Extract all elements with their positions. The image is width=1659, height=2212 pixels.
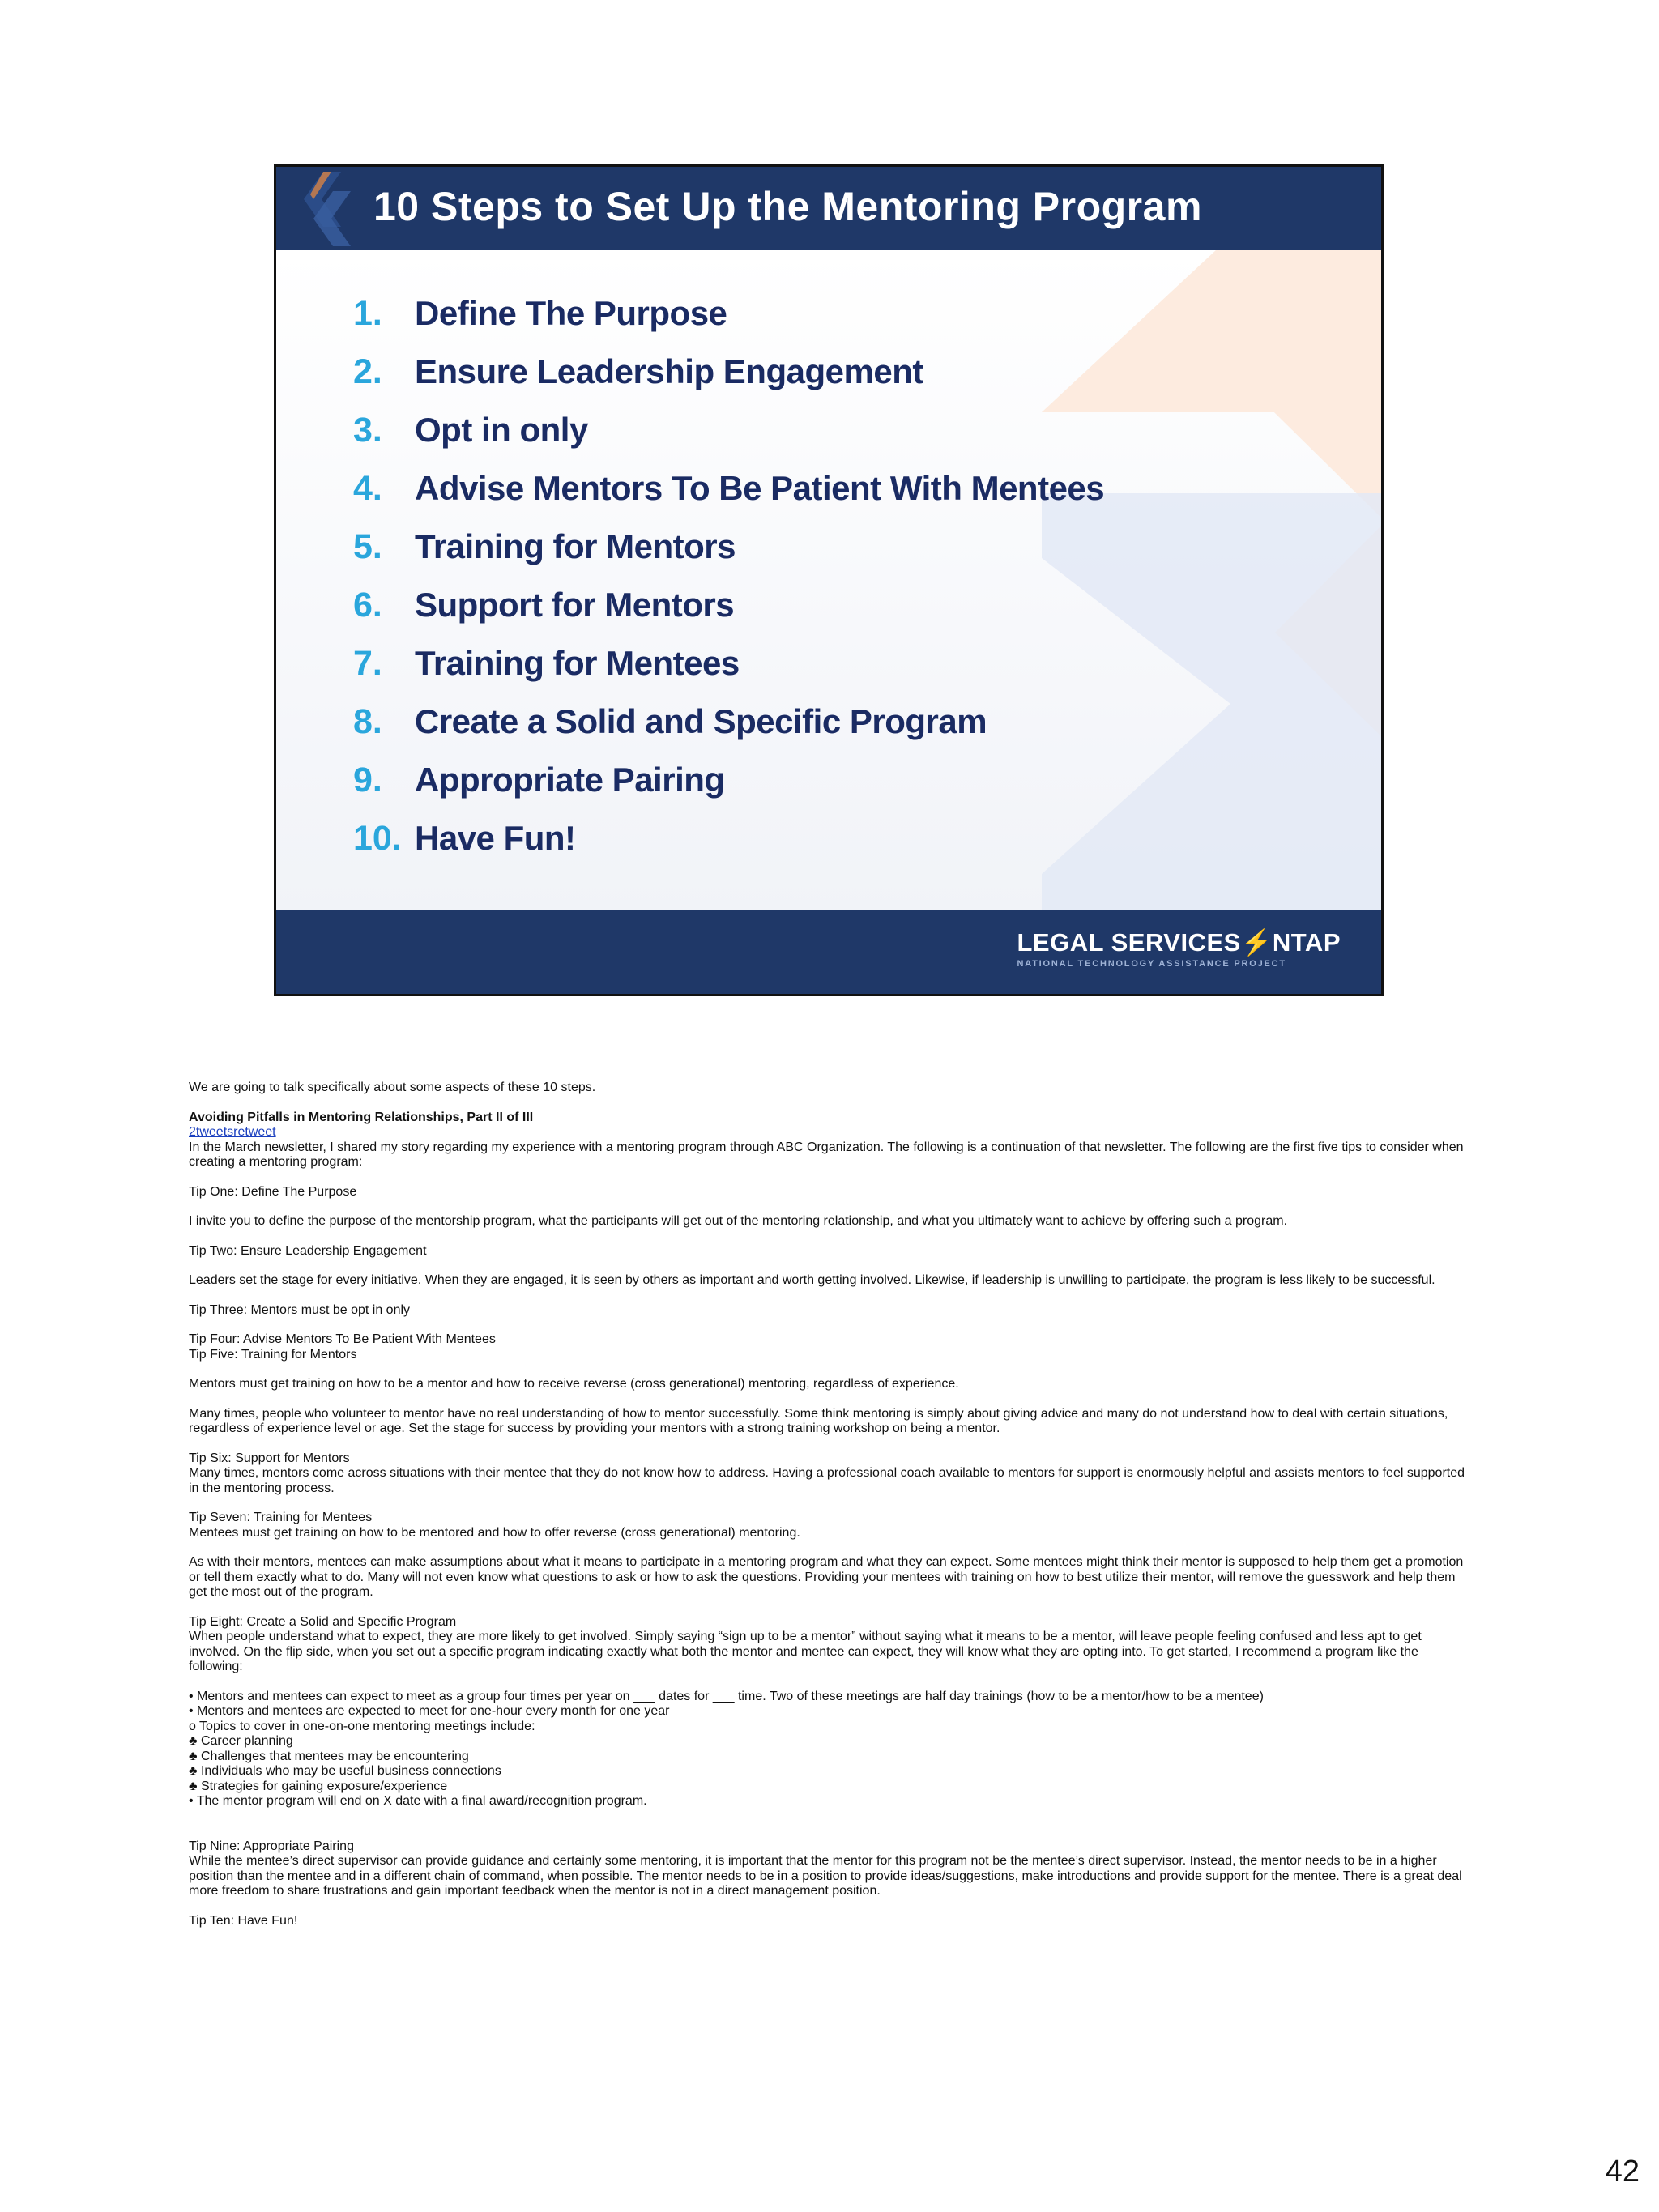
- step-label: Training for Mentors: [415, 527, 736, 565]
- step-label: Opt in only: [415, 411, 588, 449]
- step-label: Have Fun!: [415, 819, 576, 857]
- step-label: Advise Mentors To Be Patient With Mentees: [415, 469, 1105, 507]
- step-item: [353, 693, 1104, 751]
- step-label: Define The Purpose: [415, 294, 727, 332]
- steps-list: [353, 284, 1104, 867]
- step-item: [353, 401, 1104, 459]
- brand-tagline: NATIONAL TECHNOLOGY ASSISTANCE PROJECT: [1017, 959, 1286, 969]
- step-item: [353, 576, 1104, 634]
- tip-seven-body-2: As with their mentors, mentees can make assumptions about what it means to participate in a mentoring program and what they can expect. Some mentees might think their mentor is supposed to help them get a promotion or tell them exactly what to do. Many will not even know what questions to ask or how to ask the questions. Providing your mentees with training on how to best utilize their mentor, will remove the guesswork and help them get the most out of the program.: [189, 1555, 1464, 1599]
- tip-five-body-2: Many times, people who volunteer to mentor have no real understanding of how to mentor successfully. Some think mentoring is simply about giving advice and many do not understand how to deal with certain situations, regardless of experience level or age. Set the stage for success by providing your mentors with a strong training workshop on being a mentor.: [189, 1406, 1448, 1435]
- brand-name-right: NTAP: [1272, 928, 1341, 957]
- tip-eight-body: When people understand what to expect, they are more likely to get involved. Simply saying “sign up to be a mentor” without saying what it means to be a mentor, will leave people feeling confused and less apt to get involved. On the flip side, when you set out a specific program indicating exactly what both the mentor and mentee can expect, they will know what they are opting into. To get started, I recommend a program like the following:: [189, 1630, 1422, 1673]
- step-number: 6.: [353, 585, 382, 624]
- tip-five-title: Tip Five: Training for Mentors: [189, 1347, 357, 1362]
- step-item: [353, 284, 1104, 343]
- tip-nine-body: While the mentee’s direct supervisor can provide guidance and certainly some mentoring, it is important that the mentor for this program not be the mentee’s direct supervisor. Instead, the mentor needs to be in a higher position than the mentee and in a different chain of command, when possible. The mentor needs to be in a position to provide ideas/suggestions, make introductions and provide support for the mentee. There is a great deal more freedom to share frustrations and gain important feedback when the mentor is not in a direct management position.: [189, 1854, 1462, 1898]
- notes-intro: We are going to talk specifically about some aspects of these 10 steps.: [189, 1080, 596, 1094]
- tip-nine-title: Tip Nine: Appropriate Pairing: [189, 1839, 354, 1853]
- step-label: Create a Solid and Specific Program: [415, 702, 987, 740]
- page-number: 42: [1605, 2154, 1640, 2189]
- tweet-link[interactable]: 2tweetsretweet: [189, 1125, 276, 1139]
- tip-four-title: Tip Four: Advise Mentors To Be Patient With Mentees: [189, 1332, 496, 1346]
- slide-header: [276, 167, 1381, 250]
- tip-eight-title: Tip Eight: Create a Solid and Specific Program: [189, 1614, 457, 1629]
- speaker-notes: [189, 1080, 1469, 1943]
- step-label: Appropriate Pairing: [415, 761, 725, 799]
- step-item: [353, 518, 1104, 576]
- step-item: [353, 634, 1104, 693]
- step-label: Training for Mentees: [415, 644, 740, 682]
- ntap-chevron-logo-icon: [299, 167, 356, 250]
- tip-one-title: Tip One: Define The Purpose: [189, 1184, 357, 1199]
- step-item: [353, 809, 1104, 867]
- slide-footer: [276, 910, 1381, 994]
- step-number: 5.: [353, 526, 382, 566]
- tip-one-body: I invite you to define the purpose of the mentorship program, what the participants will get out of the mentoring relationship, and what you ultimately want to achieve by offering such a program.: [189, 1214, 1288, 1228]
- lightning-bolt-icon: ⚡: [1240, 928, 1273, 957]
- slide-body: [276, 250, 1381, 914]
- step-label: Ensure Leadership Engagement: [415, 352, 923, 390]
- tip-seven-body-1: Mentees must get training on how to be mentored and how to offer reverse (cross generational) mentoring.: [189, 1525, 800, 1540]
- step-number: 3.: [353, 410, 382, 450]
- step-label: Support for Mentors: [415, 586, 735, 624]
- list-item: • Mentors and mentees are expected to meet for one-hour every month for one year: [189, 1704, 670, 1718]
- list-item: • The mentor program will end on X date with a final award/recognition program.: [189, 1794, 647, 1808]
- list-item: ♣ Strategies for gaining exposure/experience: [189, 1779, 448, 1793]
- tip-eight-list: [189, 1690, 1469, 1809]
- slide-title: 10 Steps to Set Up the Mentoring Program: [373, 184, 1202, 229]
- step-number: 4.: [353, 468, 382, 508]
- tip-five-body-1: Mentors must get training on how to be a mentor and how to receive reverse (cross generational) mentoring, regardless of experience.: [189, 1377, 959, 1391]
- step-item: [353, 751, 1104, 809]
- brand-name-left: LEGAL SERVICES: [1017, 928, 1241, 957]
- tip-three-title: Tip Three: Mentors must be opt in only: [189, 1302, 411, 1317]
- tip-two-body: Leaders set the stage for every initiative. When they are engaged, it is seen by others as important and worth getting involved. Likewise, if leadership is unwilling to participate, the program is less likely to be successful.: [189, 1273, 1435, 1287]
- list-item: ♣ Individuals who may be useful business connections: [189, 1764, 501, 1778]
- list-item: • Mentors and mentees can expect to meet as a group four times per year on ___ dates for ___ time. Two of these meetings are half day trainings (how to be a mentor/how to be a mentee): [189, 1689, 1264, 1703]
- tip-two-title: Tip Two: Ensure Leadership Engagement: [189, 1243, 427, 1258]
- legal-services-ntap-logo: [1017, 927, 1341, 969]
- tip-six-body: Many times, mentors come across situations with their mentee that they do not know how to address. Having a professional coach available to mentors for support is enormously helpful and assists mentors to feel supported in the mentoring process.: [189, 1466, 1465, 1495]
- slide: [274, 164, 1384, 996]
- step-item: [353, 459, 1104, 518]
- step-number: 1.: [353, 293, 382, 333]
- list-item: o Topics to cover in one-on-one mentoring meetings include:: [189, 1719, 535, 1733]
- article-title: Avoiding Pitfalls in Mentoring Relationships, Part II of III: [189, 1110, 534, 1124]
- step-number: 9.: [353, 760, 382, 799]
- step-item: [353, 343, 1104, 401]
- tip-six-title: Tip Six: Support for Mentors: [189, 1451, 350, 1465]
- tip-ten-title: Tip Ten: Have Fun!: [189, 1913, 298, 1928]
- list-item: ♣ Career planning: [189, 1734, 293, 1748]
- step-number: 10.: [353, 818, 402, 858]
- tip-seven-title: Tip Seven: Training for Mentees: [189, 1511, 373, 1524]
- article-lead: In the March newsletter, I shared my story regarding my experience with a mentoring program through ABC Organization. The following is a continuation of that newsletter. The following are the first five tips to consider when creating a mentoring program:: [189, 1140, 1464, 1169]
- step-number: 8.: [353, 701, 382, 741]
- step-number: 2.: [353, 352, 382, 391]
- list-item: ♣ Challenges that mentees may be encountering: [189, 1749, 469, 1763]
- step-number: 7.: [353, 643, 382, 683]
